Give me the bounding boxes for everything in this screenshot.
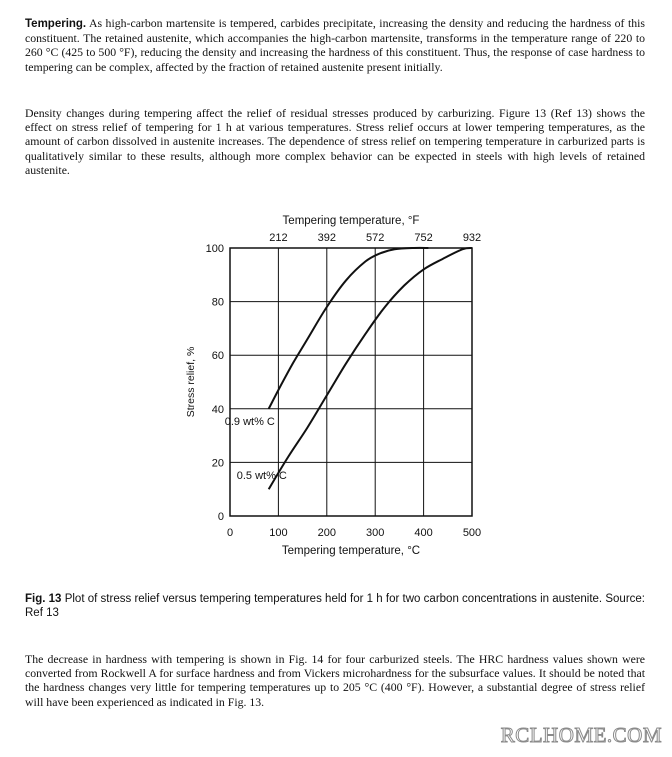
y-axis-label: Stress relief, % (185, 346, 197, 418)
y-tick-label: 20 (211, 457, 224, 470)
paragraph-tempering-text: As high-carbon martensite is tempered, carbides precipitate, increasing the density and reducing the hardness of this constituent. The retained austenite, which accompanies the high-carbon martensite, transforms in the temperature range of 220 to 260 °C (425 to 500 °F), reducing the density and increasing the hardness of this constituent. Thus, the response of case hardness to tempering can be complex, affected by the fraction of retained austenite present initially. (25, 16, 645, 74)
y-tick-label: 100 (205, 243, 224, 255)
top-tick-label: 752 (414, 232, 433, 244)
top-tick-label: 572 (366, 232, 385, 244)
series-line-c05 (269, 248, 472, 489)
figure-label: Fig. 13 (25, 593, 62, 605)
y-tick-label: 60 (211, 350, 224, 363)
tempering-heading: Tempering. (25, 18, 87, 30)
x-tick-label: 0 (226, 527, 234, 539)
x-tick-label: 200 (317, 527, 336, 539)
y-tick-label: 0 (217, 511, 224, 523)
paragraph-density-changes: Density changes during tempering affect the relief of residual stresses produced by carburizing. Figure 13 (Ref 13) shows the effect on stress relief of tempering for 1 h at various temperatures. Stress relief occurs at lower tempering temperatures, as the amount of carbon dissolved in austenite increases. The dependence of stress relief on tempering temperature in carburized parts is qualitatively similar to these results, although more complex behavior can be expected in steels with high levels of retained austenite. (25, 106, 645, 177)
x-tick-label: 100 (269, 527, 288, 539)
x-tick-label: 400 (414, 527, 433, 539)
series-line-c09 (269, 248, 429, 409)
x-axis-label: Tempering temperature, °C (281, 545, 421, 557)
y-tick-label: 80 (211, 296, 224, 309)
y-tick-label: 40 (211, 403, 224, 416)
x-tick-label: 500 (462, 527, 482, 539)
x-tick-label: 300 (366, 527, 385, 539)
watermark: RCLHOME.COM (500, 723, 662, 747)
stress-relief-chart (180, 208, 500, 568)
top-tick-label: 932 (462, 232, 482, 244)
series-label-c09: 0.9 wt% C (224, 415, 275, 428)
top-tick-label: 392 (317, 232, 336, 244)
figure-caption-text: Plot of stress relief versus tempering temperatures held for 1 h for two carbon concentrations in austenite. Source: Ref 13 (25, 593, 645, 619)
series-label-c05: 0.5 wt% C (236, 470, 287, 483)
top-tick-label: 212 (269, 232, 288, 244)
paragraph-hardness-decrease: The decrease in hardness with tempering is shown in Fig. 14 for four carburized steels. The HRC hardness values shown were converted from Rockwell A for surface hardness and from Vickers microhardness for the subsurface values. It should be noted that the hardness changes very little for tempering temperatures up to 205 °C (400 °F). However, a substantial degree of stress relief will have been experienced as indicated in Fig. 13. (25, 652, 645, 709)
paragraph-tempering (25, 16, 645, 74)
top-axis-label: Tempering temperature, °F (282, 215, 420, 227)
figure-caption (25, 592, 645, 620)
